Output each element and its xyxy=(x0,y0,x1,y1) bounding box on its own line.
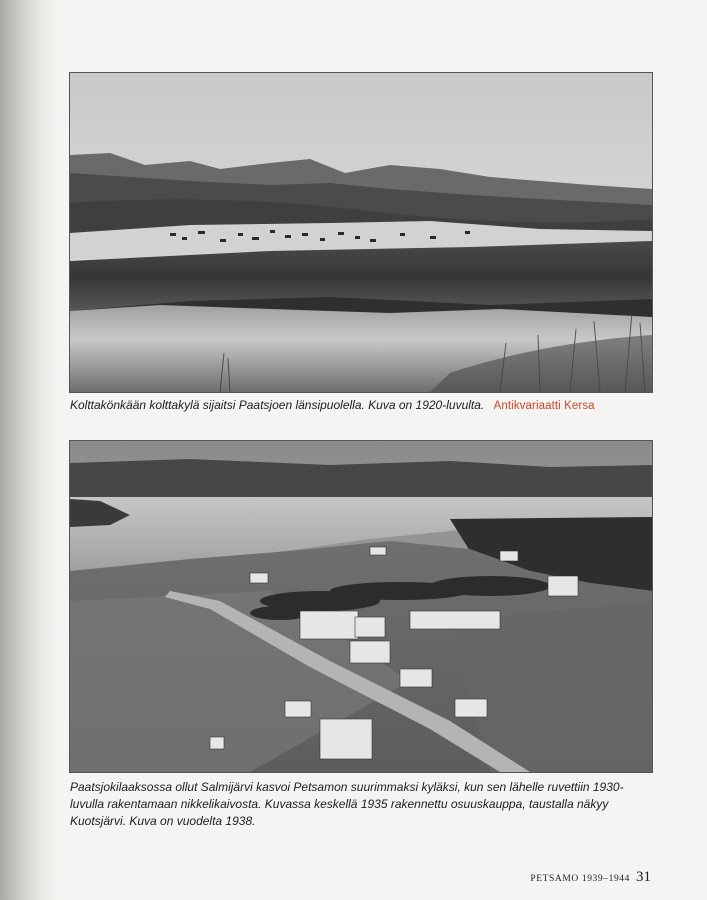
caption-text: Kolttakönkään kolttakylä sijaitsi Paatsjoen länsipuolella. Kuva on 1920-luvulta. xyxy=(70,398,485,412)
page-number: 31 xyxy=(636,869,651,885)
binding-shadow xyxy=(0,0,60,900)
watermark: Antikvariaatti Kersa xyxy=(493,400,595,412)
photo-salmijarvi-village xyxy=(69,440,653,773)
page-footer xyxy=(530,868,651,886)
photo-caption-2 xyxy=(70,779,650,830)
caption-text: Paatsjokilaaksossa ollut Salmijärvi kasvoi Petsamon suurimmaksi kyläksi, kun sen lähelle ruvettiin 1930-luvulla rakentamaan nikkelikaivosta. Kuvassa keskellä 1935 rakennettu osuuskauppa, taustalla näkyy Kuotsjärvi. Kuva on vuodelta 1938. xyxy=(70,780,624,828)
photo-caption-1 xyxy=(70,397,650,415)
photo-kolttakonkaa-village xyxy=(69,72,653,393)
book-title: PETSAMO 1939–1944 xyxy=(530,874,630,884)
